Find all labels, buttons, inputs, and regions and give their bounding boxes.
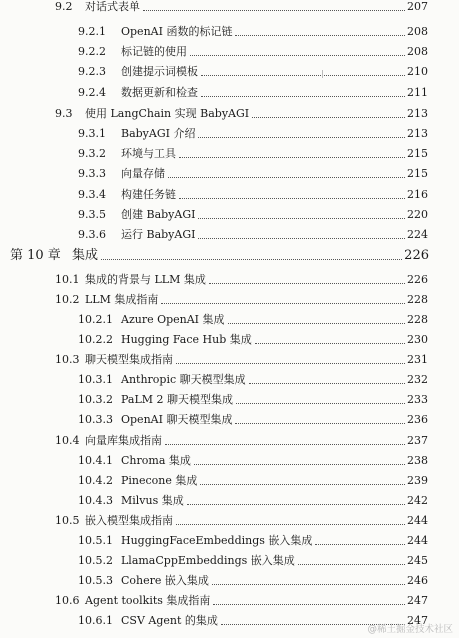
toc-leader-dots bbox=[255, 342, 405, 344]
toc-section-number: 10.5.2 bbox=[78, 554, 113, 567]
toc-entry[interactable] bbox=[78, 86, 428, 100]
toc-section-title: 向量存储 bbox=[121, 167, 165, 180]
toc-section-title: Hugging Face Hub 集成 bbox=[121, 333, 252, 346]
toc-leader-dots bbox=[161, 302, 405, 304]
toc-page-number: 208 bbox=[407, 25, 428, 38]
toc-section-number: 10.3.2 bbox=[78, 393, 113, 406]
toc-section-number: 10.2 bbox=[55, 293, 80, 306]
toc-section-title: 使用 LangChain 实现 BabyAGI bbox=[85, 107, 250, 120]
toc-page-number: 216 bbox=[407, 188, 428, 201]
toc-entry[interactable] bbox=[55, 594, 428, 608]
toc-entry[interactable] bbox=[78, 454, 428, 468]
toc-section-title: 环境与工具 bbox=[121, 147, 176, 160]
toc-leader-dots bbox=[165, 443, 405, 445]
toc-entry[interactable] bbox=[78, 474, 428, 488]
toc-section-number: 10.3 bbox=[55, 353, 80, 366]
toc-section-number: 10.4.2 bbox=[78, 474, 113, 487]
toc-leader-dots bbox=[143, 9, 405, 11]
toc-leader-dots bbox=[101, 258, 402, 260]
toc-entry[interactable] bbox=[55, 107, 428, 121]
toc-entry[interactable] bbox=[78, 574, 428, 588]
toc-page-number: 226 bbox=[407, 273, 428, 286]
toc-entry[interactable] bbox=[78, 313, 428, 327]
toc-page-number: 215 bbox=[407, 147, 428, 160]
toc-section-title: BabyAGI 介绍 bbox=[121, 127, 196, 140]
toc-section-title: LlamaCppEmbeddings 嵌入集成 bbox=[121, 554, 295, 567]
toc-entry[interactable] bbox=[78, 208, 428, 222]
toc-section-title: 创建 BabyAGI bbox=[121, 208, 196, 221]
toc-page-number: 242 bbox=[407, 494, 428, 507]
toc-page-number: 247 bbox=[407, 594, 428, 607]
toc-section-number: 9.2.4 bbox=[78, 86, 106, 99]
toc-leader-dots bbox=[201, 74, 405, 76]
toc-page-number: 244 bbox=[407, 514, 428, 527]
toc-leader-dots bbox=[209, 282, 405, 284]
toc-leader-dots bbox=[198, 237, 405, 239]
toc-entry[interactable] bbox=[78, 188, 428, 202]
toc-section-title: Cohere 嵌入集成 bbox=[121, 574, 209, 587]
toc-leader-dots bbox=[236, 402, 405, 404]
toc-entry[interactable] bbox=[55, 434, 428, 448]
toc-page-number: 228 bbox=[407, 313, 428, 326]
toc-page-number: 213 bbox=[407, 107, 428, 120]
toc-leader-dots bbox=[235, 34, 405, 36]
toc-page-number: 208 bbox=[407, 45, 428, 58]
toc-leader-dots bbox=[198, 136, 405, 138]
toc-page-number: 244 bbox=[407, 534, 428, 547]
toc-chapter-title: 集成 bbox=[72, 248, 99, 263]
toc-leader-dots bbox=[198, 217, 405, 219]
toc-section-number: 10.6 bbox=[55, 594, 80, 607]
toc-entry[interactable] bbox=[55, 0, 428, 14]
toc-page-number: 231 bbox=[407, 353, 428, 366]
toc-entry[interactable] bbox=[78, 413, 428, 427]
toc-entry[interactable] bbox=[78, 333, 428, 347]
toc-entry[interactable] bbox=[78, 534, 428, 548]
toc-section-title: Azure OpenAI 集成 bbox=[121, 313, 225, 326]
toc-section-title: 对话式表单 bbox=[85, 0, 140, 13]
toc-page-number: 220 bbox=[407, 208, 428, 221]
toc-section-title: Agent toolkits 集成指南 bbox=[85, 594, 211, 607]
toc-page-number: 213 bbox=[407, 127, 428, 140]
toc-entry[interactable] bbox=[78, 65, 428, 79]
toc-section-number: 9.3.3 bbox=[78, 167, 106, 180]
toc-section-number: 9.3.1 bbox=[78, 127, 106, 140]
toc-entry[interactable] bbox=[78, 494, 428, 508]
toc-page-number: 246 bbox=[407, 574, 428, 587]
toc-section-number: 10.2.1 bbox=[78, 313, 113, 326]
toc-section-title: 创建提示词模板 bbox=[121, 65, 198, 78]
toc-entry[interactable] bbox=[78, 127, 428, 141]
toc-entry[interactable] bbox=[78, 554, 428, 568]
toc-section-number: 9.3.6 bbox=[78, 228, 106, 241]
toc-leader-dots bbox=[176, 362, 405, 364]
toc-leader-dots bbox=[249, 382, 405, 384]
toc-page-number: 239 bbox=[407, 474, 428, 487]
toc-section-number: 10.5 bbox=[55, 514, 80, 527]
toc-page-number: 236 bbox=[407, 413, 428, 426]
toc-chapter-number: 第 10 章 bbox=[10, 248, 61, 263]
toc-entry[interactable] bbox=[78, 25, 428, 39]
watermark-text: @稀土掘金技术社区 bbox=[367, 624, 453, 635]
toc-section-number: 10.4.3 bbox=[78, 494, 113, 507]
toc-section-number: 9.3 bbox=[55, 107, 73, 120]
toc-section-number: 9.3.4 bbox=[78, 188, 106, 201]
toc-entry[interactable] bbox=[78, 167, 428, 181]
toc-page-number: 215 bbox=[407, 167, 428, 180]
toc-section-title: HuggingFaceEmbeddings 嵌入集成 bbox=[121, 534, 313, 547]
toc-section-title: Anthropic 聊天模型集成 bbox=[121, 373, 246, 386]
toc-entry[interactable] bbox=[78, 147, 428, 161]
toc-page-number: 237 bbox=[407, 434, 428, 447]
toc-section-number: 9.3.5 bbox=[78, 208, 106, 221]
toc-entry[interactable] bbox=[55, 514, 428, 528]
toc-section-title: 向量库集成指南 bbox=[85, 434, 162, 447]
toc-section-title: OpenAI 聊天模型集成 bbox=[121, 413, 233, 426]
toc-section-number: 10.3.3 bbox=[78, 413, 113, 426]
toc-section-title: 聊天模型集成指南 bbox=[85, 353, 173, 366]
toc-page-number: 233 bbox=[407, 393, 428, 406]
toc-section-number: 10.3.1 bbox=[78, 373, 113, 386]
toc-leader-dots bbox=[252, 116, 405, 118]
toc-section-title: PaLM 2 聊天模型集成 bbox=[121, 393, 234, 406]
toc-page-number: 245 bbox=[407, 554, 428, 567]
toc-leader-dots bbox=[190, 54, 405, 56]
scan-mark bbox=[322, 70, 323, 78]
toc-page-number: 238 bbox=[407, 454, 428, 467]
toc-section-title: LLM 集成指南 bbox=[85, 293, 159, 306]
toc-page-number: 232 bbox=[407, 373, 428, 386]
toc-section-number: 9.2.3 bbox=[78, 65, 106, 78]
toc-leader-dots bbox=[212, 583, 405, 585]
toc-leader-dots bbox=[201, 95, 405, 97]
toc-leader-dots bbox=[213, 603, 405, 605]
toc-page-number: 207 bbox=[407, 0, 428, 13]
toc-page-number: 230 bbox=[407, 333, 428, 346]
toc-leader-dots bbox=[194, 463, 405, 465]
toc-section-title: Milvus 集成 bbox=[121, 494, 184, 507]
toc-section-title: 标记链的使用 bbox=[121, 45, 187, 58]
toc-section-number: 10.5.3 bbox=[78, 574, 113, 587]
toc-section-number: 10.2.2 bbox=[78, 333, 113, 346]
toc-page-number: 226 bbox=[404, 248, 429, 263]
toc-page-number: 211 bbox=[407, 86, 428, 99]
toc-section-number: 9.2.2 bbox=[78, 45, 106, 58]
toc-section-title: 集成的背景与 LLM 集成 bbox=[85, 273, 206, 286]
toc-entry[interactable] bbox=[78, 45, 428, 59]
toc-section-number: 10.1 bbox=[55, 273, 80, 286]
toc-leader-dots bbox=[176, 523, 405, 525]
toc-section-number: 9.2 bbox=[55, 0, 73, 13]
toc-leader-dots bbox=[200, 483, 405, 485]
toc-chapter-entry[interactable] bbox=[10, 248, 429, 264]
toc-page-number: 224 bbox=[407, 228, 428, 241]
toc-entry[interactable] bbox=[78, 373, 428, 387]
toc-section-title: 运行 BabyAGI bbox=[121, 228, 196, 241]
toc-leader-dots bbox=[235, 422, 405, 424]
toc-entry[interactable] bbox=[55, 273, 428, 287]
toc-leader-dots bbox=[315, 543, 405, 545]
toc-section-title: OpenAI 函数的标记链 bbox=[121, 25, 233, 38]
toc-section-number: 9.2.1 bbox=[78, 25, 106, 38]
toc-section-number: 10.6.1 bbox=[78, 614, 113, 627]
toc-leader-dots bbox=[179, 197, 405, 199]
toc-section-title: 数据更新和检查 bbox=[121, 86, 198, 99]
toc-section-title: 嵌入模型集成指南 bbox=[85, 514, 173, 527]
toc-entry[interactable] bbox=[78, 228, 428, 242]
toc-section-title: Chroma 集成 bbox=[121, 454, 191, 467]
toc-section-title: CSV Agent 的集成 bbox=[121, 614, 218, 627]
toc-section-number: 10.4 bbox=[55, 434, 80, 447]
toc-entry[interactable] bbox=[78, 393, 428, 407]
toc-page-number: 247 bbox=[407, 614, 428, 627]
toc-page-number: 210 bbox=[407, 65, 428, 78]
toc-leader-dots bbox=[298, 563, 405, 565]
toc-leader-dots bbox=[168, 176, 405, 178]
toc-section-number: 9.3.2 bbox=[78, 147, 106, 160]
toc-section-number: 10.4.1 bbox=[78, 454, 113, 467]
toc-page-number: 228 bbox=[407, 293, 428, 306]
toc-entry[interactable] bbox=[55, 353, 428, 367]
toc-leader-dots bbox=[179, 156, 405, 158]
toc-section-title: 构建任务链 bbox=[121, 188, 176, 201]
toc-leader-dots bbox=[228, 322, 405, 324]
toc-leader-dots bbox=[187, 503, 405, 505]
toc-section-title: Pinecone 集成 bbox=[121, 474, 198, 487]
toc-entry[interactable] bbox=[55, 293, 428, 307]
toc-section-number: 10.5.1 bbox=[78, 534, 113, 547]
